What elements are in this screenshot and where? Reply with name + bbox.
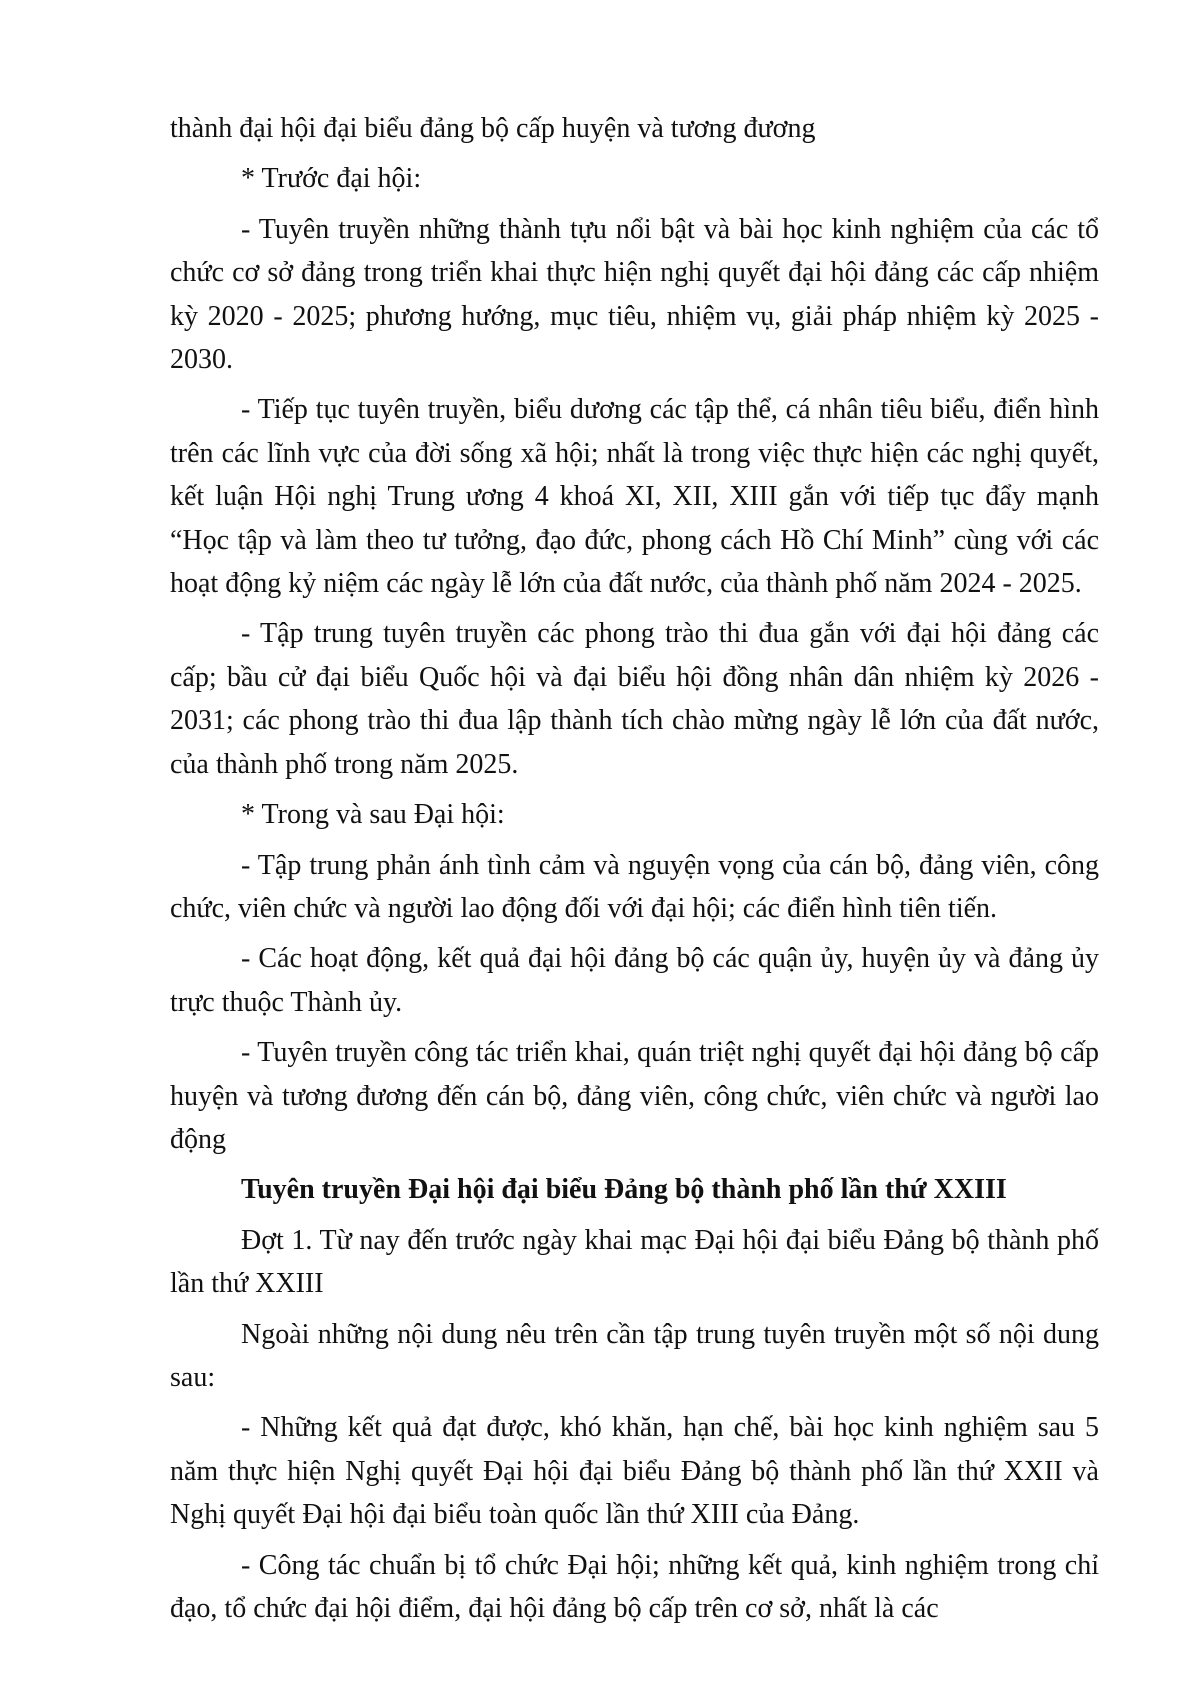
intro-paragraph: Ngoài những nội dung nêu trên cần tập trung tuyên truyền một số nội dung sau:: [170, 1318, 1099, 1393]
document-page: [170, 107, 1099, 1637]
phase-paragraph: Đợt 1. Từ nay đến trước ngày khai mạc Đại hội đại biểu Đảng bộ thành phố lần thứ XXIII: [170, 1224, 1099, 1300]
list-item: - Tập trung phản ánh tình cảm và nguyện vọng của cán bộ, đảng viên, công chức, viên chức và người lao động đối với đại hội; các điển hình tiên tiến.: [170, 849, 1099, 924]
list-item: - Các hoạt động, kết quả đại hội đảng bộ các quận ủy, huyện ủy và đảng ủy trực thuộc Thành ủy.: [170, 943, 1099, 1018]
list-item: - Tiếp tục tuyên truyền, biểu dương các tập thể, cá nhân tiêu biểu, điển hình trên các lĩnh vực của đời sống xã hội; nhất là trong việc thực hiện các nghị quyết, kết luận Hội nghị Trung ương 4 khoá XI, XII, XIII gắn với tiếp tục đẩy mạnh “Học tập và làm theo tư tưởng, đạo đức, phong cách Hồ Chí Minh” cùng với các hoạt động kỷ niệm các ngày lễ lớn của đất nước, của thành phố năm 2024 - 2025.: [170, 394, 1099, 600]
list-item: - Tuyên truyền những thành tựu nổi bật và bài học kinh nghiệm của các tổ chức cơ sở đảng trong triển khai thực hiện nghị quyết đại hội đảng các cấp nhiệm kỳ 2020 - 2025; phương hướng, mục tiêu, nhiệm vụ, giải pháp nhiệm kỳ 2025 - 2030.: [170, 213, 1099, 376]
list-item: - Tuyên truyền công tác triển khai, quán triệt nghị quyết đại hội đảng bộ cấp huyện và tương đương đến cán bộ, đảng viên, công chức, viên chức và người lao động: [170, 1037, 1099, 1155]
section-heading: Tuyên truyền Đại hội đại biểu Đảng bộ thành phố lần thứ XXIII: [241, 1174, 1007, 1206]
section-during-after-congress: * Trong và sau Đại hội:: [241, 799, 505, 831]
paragraph-continuation: thành đại hội đại biểu đảng bộ cấp huyện và tương đương: [170, 113, 816, 144]
list-item: - Công tác chuẩn bị tổ chức Đại hội; những kết quả, kinh nghiệm trong chỉ đạo, tổ chức đại hội điểm, đại hội đảng bộ cấp trên cơ sở, nhất là các: [170, 1549, 1099, 1624]
list-item: - Tập trung tuyên truyền các phong trào thi đua gắn với đại hội đảng các cấp; bầu cử đại biểu Quốc hội và đại biểu hội đồng nhân dân nhiệm kỳ 2026 - 2031; các phong trào thi đua lập thành tích chào mừng ngày lễ lớn của đất nước, của thành phố trong năm 2025.: [170, 618, 1099, 780]
section-before-congress: * Trước đại hội:: [241, 163, 422, 195]
list-item: - Những kết quả đạt được, khó khăn, hạn chế, bài học kinh nghiệm sau 5 năm thực hiện Nghị quyết Đại hội đại biểu Đảng bộ thành phố lần thứ XXII và Nghị quyết Đại hội đại biểu toàn quốc lần thứ XIII của Đảng.: [170, 1412, 1099, 1531]
